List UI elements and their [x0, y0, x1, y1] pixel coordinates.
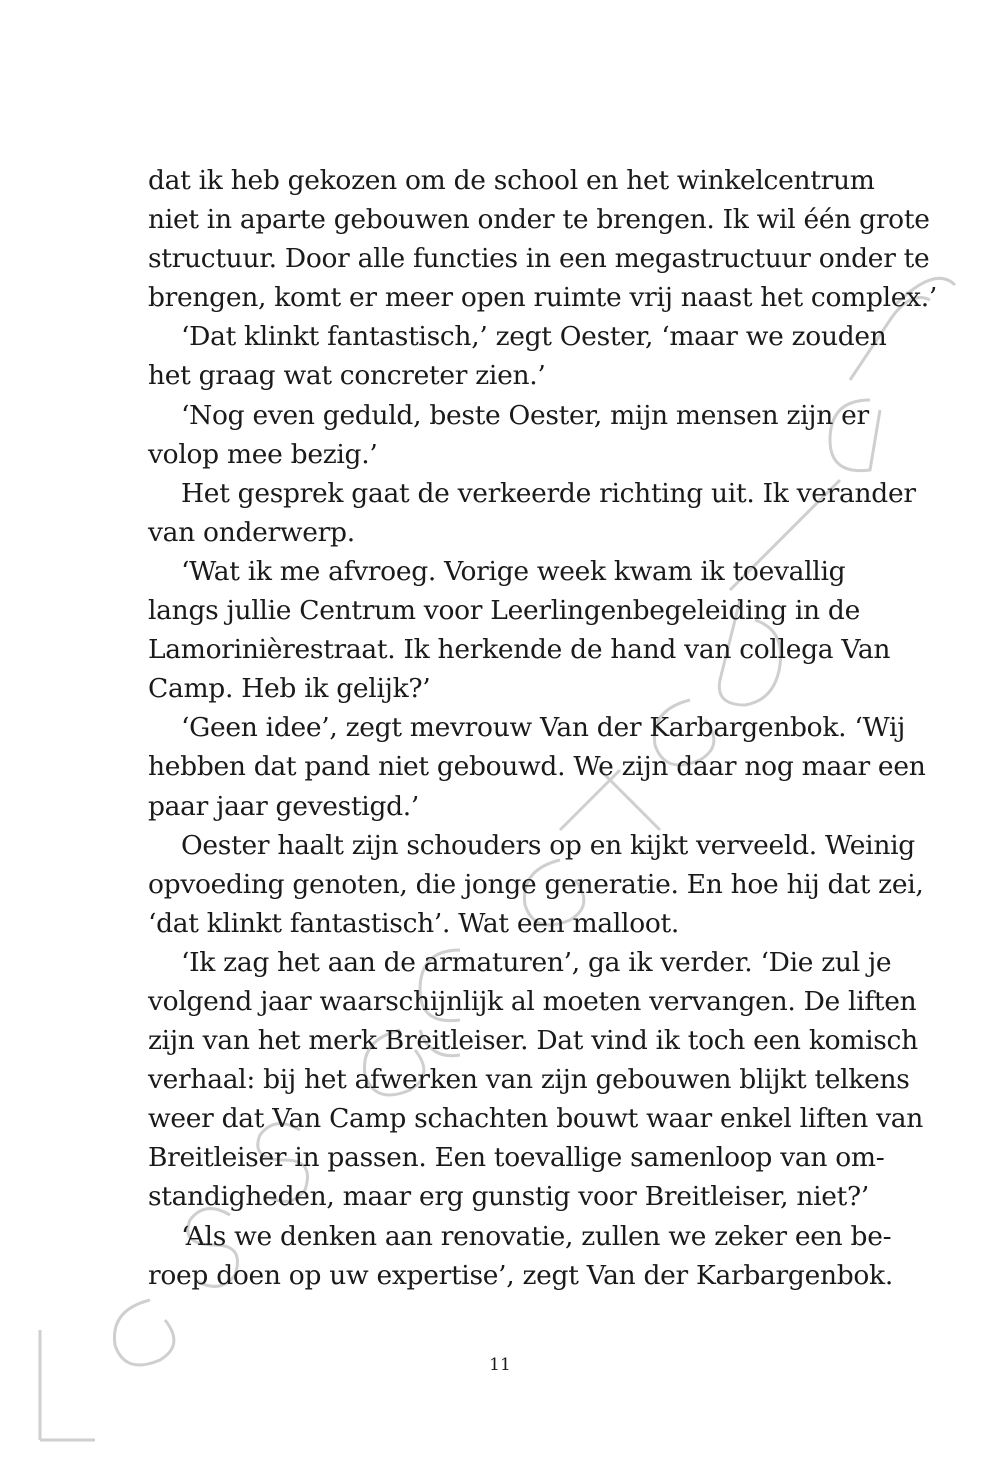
text-line: brengen, komt er meer open ruimte vrij naast het complex.’ [148, 282, 938, 314]
text-line: niet in aparte gebouwen onder te brengen. Ik wil één grote [148, 204, 930, 236]
text-line: verhaal: bij het afwerken van zijn gebouwen blijkt telkens [148, 1064, 910, 1096]
text-line: Het gesprek gaat de verkeerde richting uit. Ik verander [181, 477, 916, 509]
text-line: paar jaar gevestigd.’ [148, 790, 420, 822]
watermark-stroke [40, 1330, 95, 1440]
page-number: 11 [489, 1355, 511, 1375]
text-line: langs jullie Centrum voor Leerlingenbegeleiding in de [148, 595, 860, 627]
text-line: hebben dat pand niet gebouwd. We zijn daar nog maar een [148, 751, 926, 783]
text-line: volop mee bezig.’ [148, 438, 378, 470]
text-line: Oester haalt zijn schouders op en kijkt verveeld. Weinig [181, 829, 915, 861]
text-line: ‘Nog even geduld, beste Oester, mijn mensen zijn er [181, 399, 869, 431]
body-text [148, 161, 938, 1295]
text-line: roep doen op uw expertise’, zegt Van der Karbargenbok. [148, 1259, 893, 1291]
text-line: opvoeding genoten, die jonge generatie. En hoe hij dat zei, [148, 868, 924, 900]
text-line: zijn van het merk Breitleiser. Dat vind ik toch een komisch [148, 1025, 918, 1057]
text-line: ‘Ik zag het aan de armaturen’, ga ik verder. ‘Die zul je [181, 946, 892, 978]
text-line: Breitleiser in passen. Een toevallige samenloop van om- [148, 1142, 885, 1174]
text-line: ‘Dat klinkt fantastisch,’ zegt Oester, ‘maar we zouden [181, 321, 887, 353]
text-line: ‘dat klinkt fantastisch’. Wat een malloot. [148, 907, 680, 939]
text-line: volgend jaar waarschijnlijk al moeten vervangen. De liften [148, 985, 917, 1017]
text-line: standigheden, maar erg gunstig voor Breitleiser, niet?’ [148, 1181, 870, 1213]
text-line: weer dat Van Camp schachten bouwt waar enkel liften van [148, 1103, 924, 1135]
text-line: ‘Als we denken aan renovatie, zullen we zeker een be- [181, 1220, 892, 1252]
text-line: ‘Wat ik me afvroeg. Vorige week kwam ik toevallig [181, 555, 846, 587]
text-line: Camp. Heb ik gelijk?’ [148, 673, 431, 705]
text-line: dat ik heb gekozen om de school en het winkelcentrum [148, 165, 875, 196]
text-line: het graag wat concreter zien.’ [148, 360, 546, 392]
text-line: structuur. Door alle functies in een megastructuur onder te [148, 243, 930, 275]
text-line: Lamorinièrestraat. Ik herkende de hand van collega Van [148, 634, 891, 666]
text-line: van onderwerp. [148, 516, 355, 548]
text-line: ‘Geen idee’, zegt mevrouw Van der Karbargenbok. ‘Wij [181, 712, 906, 744]
